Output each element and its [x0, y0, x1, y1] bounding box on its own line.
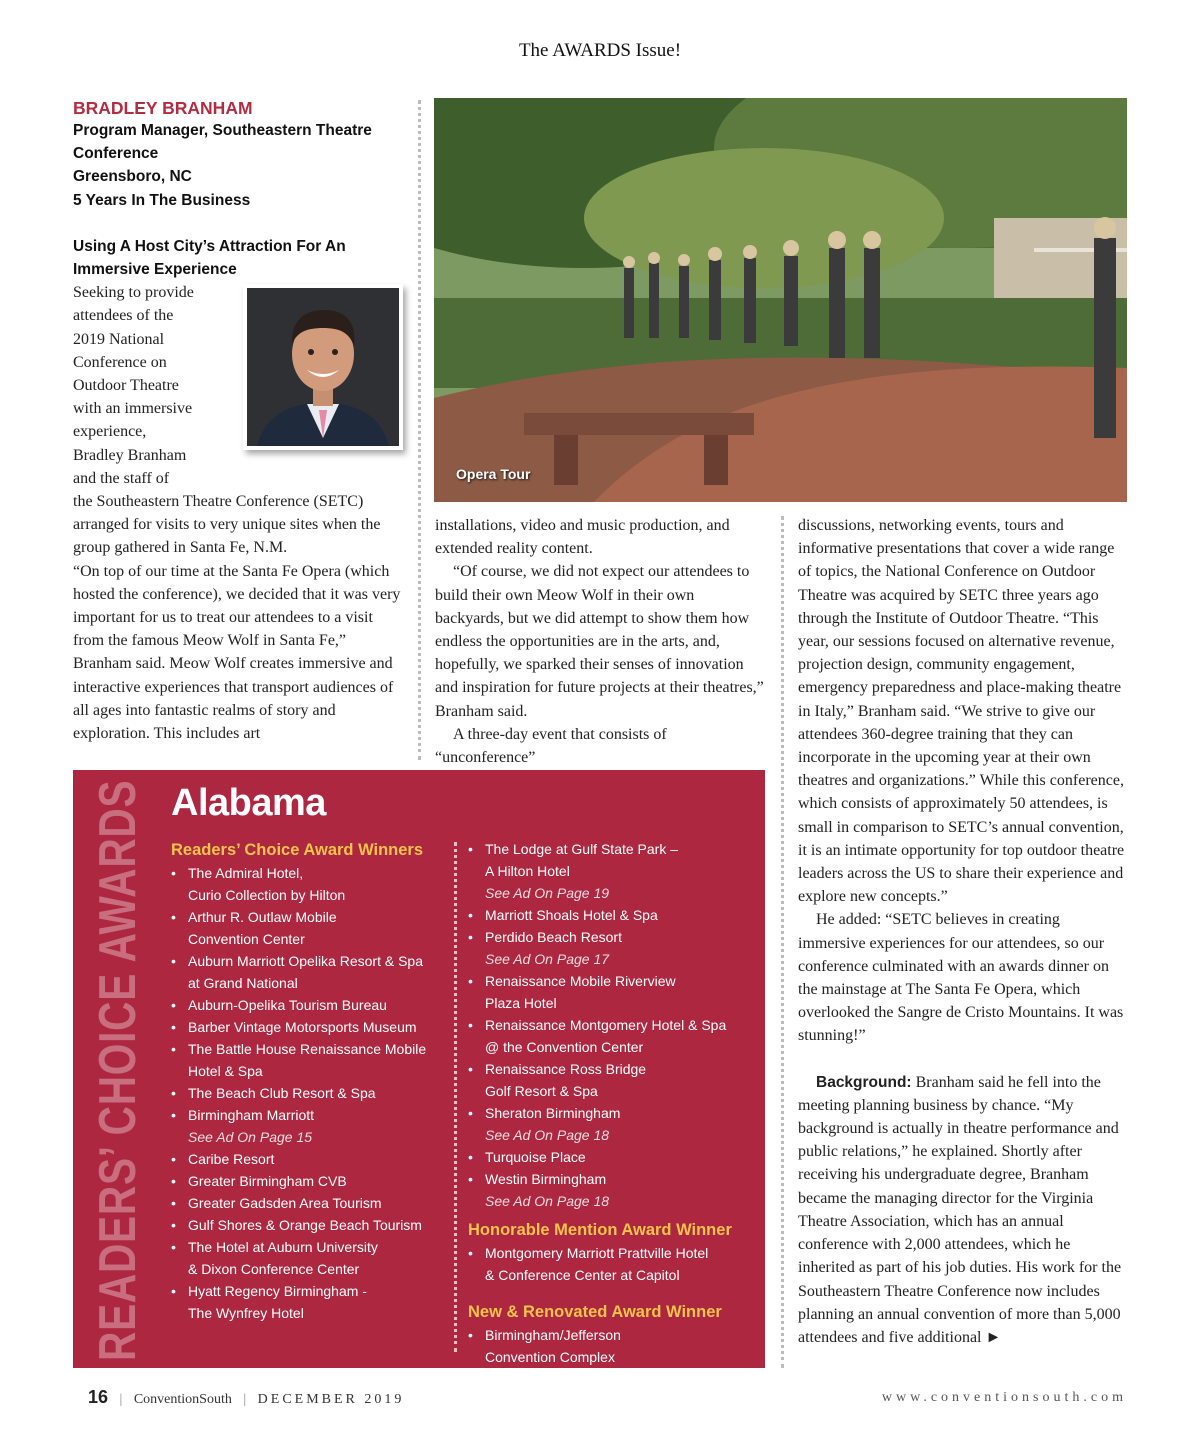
award-name-line: Convention Complex [485, 1349, 615, 1365]
new-renovated-list [468, 1324, 753, 1368]
award-name-line: • Birmingham/Jefferson [485, 1327, 621, 1343]
new-renovated-heading: New & Renovated Award Winner [468, 1303, 722, 1321]
award-name-line: • Barber Vintage Motorsports Museum [188, 1019, 417, 1035]
footer-separator: | [119, 1392, 123, 1407]
honorable-mention-heading: Honorable Mention Award Winner [468, 1221, 732, 1239]
awards-state-title: Alabama [171, 782, 326, 824]
wrap-line: Outdoor Theatre [73, 377, 179, 395]
award-name-line: • Renaissance Montgomery Hotel & Spa [485, 1017, 727, 1033]
award-name-line: A Hilton Hotel [485, 863, 570, 879]
awards-column-1 [171, 838, 446, 1324]
award-list-item [171, 1192, 446, 1214]
award-name-line: Convention Center [188, 931, 305, 947]
award-name-line: The Wynfrey Hotel [188, 1305, 304, 1321]
article-middle-column [435, 514, 765, 769]
opera-tour-photo [434, 98, 1127, 502]
award-name-line: • Perdido Beach Resort [485, 929, 622, 945]
award-name-line: • Westin Birmingham [485, 1171, 607, 1187]
award-list-item [468, 1168, 753, 1212]
ad-page-note: See Ad On Page 17 [485, 951, 610, 967]
wrap-line: Conference on [73, 353, 167, 371]
award-list-item [171, 1104, 446, 1148]
award-name-line: • Turquoise Place [485, 1149, 586, 1165]
article-paragraph: discussions, networking events, tours and informative presentations that cover a wide range of topics, the National Conference on Outdoor Theatre was acquired by SETC three years ago through the Institute of Outdoor Theatre. “This year, our sessions focused on alternative revenue, projection design, community engagement, emergency preparedness and place-making theatre in Italy,” Branham said. “We strive to give our attendees 360-degree training that they can incorporate in the upcoming year at their own theatres and organizations.” While this conference, which consists of approximately 50 attendees, is small in comparison to SETC’s annual convention, it is an intimate opportunity for top outdoor theatre leaders across the US to share their experience and explore new concepts.” [798, 517, 1125, 906]
award-list-item [468, 1146, 753, 1168]
award-list-item [171, 1082, 446, 1104]
awards-column-divider [454, 842, 457, 1352]
award-list-item [171, 1016, 446, 1038]
award-list-item [171, 1148, 446, 1170]
background-text: Branham said he fell into the meeting planning business by chance. “My background is actually in theatre performance and public relations,” he explained. Shortly after receiving his undergraduate degree, Branham became the managing director for the Virginia Theatre Association, which has an annual conference with 2,000 attendees, which he inherited as part of his job duties. His work for the Southeastern Theatre Conference now includes planning an annual convention of more than 5,000 attendees and five additional ► [798, 1073, 1122, 1346]
award-name-line: • Greater Gadsden Area Tourism [188, 1195, 382, 1211]
award-name-line: • Montgomery Marriott Prattville Hotel [485, 1245, 709, 1261]
article-paragraph: He added: “SETC believes in creating immersive experiences for our attendees, so our conference culminated with an awards dinner on the mainstage at The Santa Fe Opera, which overlooked the Sangre de Cristo Mountains. It was stunning!” [798, 911, 1124, 1045]
award-name-line: Golf Resort & Spa [485, 1083, 598, 1099]
article-paragraph: A three-day event that consists of “unconference” [435, 725, 667, 767]
award-list-item [468, 1242, 753, 1286]
award-list-item [468, 1102, 753, 1146]
footer-left [88, 1387, 404, 1408]
wrap-line: with an immersive [73, 400, 193, 418]
award-list-item [171, 1214, 446, 1236]
ad-page-note: See Ad On Page 15 [188, 1129, 313, 1145]
award-name-line: & Conference Center at Capitol [485, 1267, 680, 1283]
ad-page-note: See Ad On Page 18 [485, 1193, 610, 1209]
award-name-line: • The Hotel at Auburn University [188, 1239, 378, 1255]
award-name-line: • Birmingham Marriott [188, 1107, 315, 1123]
award-list-item [171, 1038, 446, 1082]
wrap-line: 2019 National [73, 330, 165, 348]
wrap-line: experience, [73, 423, 147, 441]
award-name-line: & Dixon Conference Center [188, 1261, 360, 1277]
award-list-item [171, 1170, 446, 1192]
award-name-line: Hotel & Spa [188, 1063, 263, 1079]
wrap-line: and the staff of [73, 469, 170, 487]
award-name-line: • Greater Birmingham CVB [188, 1173, 347, 1189]
website-url: www.conventionsouth.com [881, 1390, 1127, 1405]
photo-caption: Opera Tour [456, 466, 531, 482]
article-headline-line-2: Immersive Experience [73, 261, 237, 279]
award-list-item [171, 862, 446, 906]
award-name-line: • The Battle House Renaissance Mobile [188, 1041, 427, 1057]
magazine-name: ConventionSouth [133, 1392, 232, 1407]
wrap-line: attendees of the [73, 307, 174, 325]
award-list-item [171, 1280, 446, 1324]
award-list-item [468, 838, 753, 904]
article-paragraph: installations, video and music production, and extended reality content. [435, 517, 730, 558]
award-name-line: • Renaissance Ross Bridge [485, 1061, 647, 1077]
portrait-photo [235, 284, 405, 462]
article-paragraph: the Southeastern Theatre Conference (SETC) arranged for visits to very unique sites when the group gathered in Santa Fe, N.M. [73, 493, 381, 557]
readers-choice-list [171, 862, 446, 1324]
award-list-item [468, 1058, 753, 1102]
issue-header: The AWARDS Issue! [518, 40, 682, 61]
column-divider-right [781, 516, 784, 1368]
award-list-item [171, 994, 446, 1016]
award-name-line: • The Lodge at Gulf State Park – [485, 841, 679, 857]
ad-page-note: See Ad On Page 19 [485, 885, 610, 901]
award-name-line: Plaza Hotel [485, 995, 557, 1011]
award-name-line: • Hyatt Regency Birmingham - [188, 1283, 367, 1299]
column-divider-left [418, 100, 421, 760]
award-name-line: • Sheraton Birmingham [485, 1105, 621, 1121]
profile-column [73, 97, 405, 745]
background-label: Background: [816, 1073, 912, 1091]
readers-choice-heading: Readers’ Choice Award Winners [171, 841, 424, 859]
award-list-item [468, 926, 753, 970]
awards-column-2 [468, 838, 753, 1368]
profile-tenure: 5 Years In The Business [73, 191, 251, 209]
article-right-column [798, 514, 1130, 1349]
article-paragraph: “Of course, we did not expect our attendees to build their own Meow Wolf in their own backyards, but we did attempt to show them how endless the opportunities are in the arts, and, hopefully, we sparked their senses of innovation and inspiration for future projects at their theatres,” Branham said. [435, 563, 764, 720]
award-name-line: Curio Collection by Hilton [188, 887, 346, 903]
wrap-line: Seeking to provide [73, 284, 194, 302]
background-paragraph [798, 1071, 1130, 1349]
award-list-item [468, 904, 753, 926]
award-name-line: • Gulf Shores & Orange Beach Tourism [188, 1217, 422, 1233]
award-name-line: • Arthur R. Outlaw Mobile [188, 909, 337, 925]
award-name-line: • The Admiral Hotel, [188, 865, 304, 881]
page-number: 16 [88, 1387, 109, 1407]
profile-title-line-1: Program Manager, Southeastern Theatre [73, 122, 372, 139]
award-name-line: at Grand National [188, 975, 298, 991]
award-name-line: • Auburn-Opelika Tourism Bureau [188, 997, 387, 1013]
award-list-item [468, 970, 753, 1014]
readers-choice-list-continued [468, 838, 753, 1212]
honorable-mention-list [468, 1242, 753, 1286]
award-name-line: • Marriott Shoals Hotel & Spa [485, 907, 658, 923]
wrap-line: Bradley Branham [73, 446, 187, 464]
award-name-line: • The Beach Club Resort & Spa [188, 1085, 376, 1101]
award-name-line: • Caribe Resort [188, 1151, 275, 1167]
award-list-item [468, 1014, 753, 1058]
award-list-item [468, 1324, 753, 1368]
award-list-item [171, 1236, 446, 1280]
award-list-item [171, 950, 446, 994]
article-headline-line-1: Using A Host City’s Attraction For An [73, 237, 346, 255]
profile-name: BRADLEY BRANHAM [73, 98, 253, 118]
award-list-item [171, 906, 446, 950]
award-name-line: • Renaissance Mobile Riverview [485, 973, 676, 989]
issue-date: DECEMBER 2019 [257, 1392, 405, 1407]
footer-separator: | [243, 1392, 247, 1407]
award-name-line: • Auburn Marriott Opelika Resort & Spa [188, 953, 423, 969]
award-name-line: @ the Convention Center [485, 1039, 644, 1055]
profile-location: Greensboro, NC [73, 168, 192, 186]
awards-vertical-title: READERS’ CHOICE AWARDS [89, 779, 147, 1361]
article-paragraph: “On top of our time at the Santa Fe Opera (which hosted the conference), we decided that it was very important for us to treat our attendees to a visit from the famous Meow Wolf in Santa Fe,” Branham said. Meow Wolf creates immersive and interactive experiences that transport audiences of all ages into fantastic realms of story and exploration. This includes art [73, 562, 401, 743]
ad-page-note: See Ad On Page 18 [485, 1127, 610, 1143]
profile-title-line-2: Conference [73, 145, 159, 163]
